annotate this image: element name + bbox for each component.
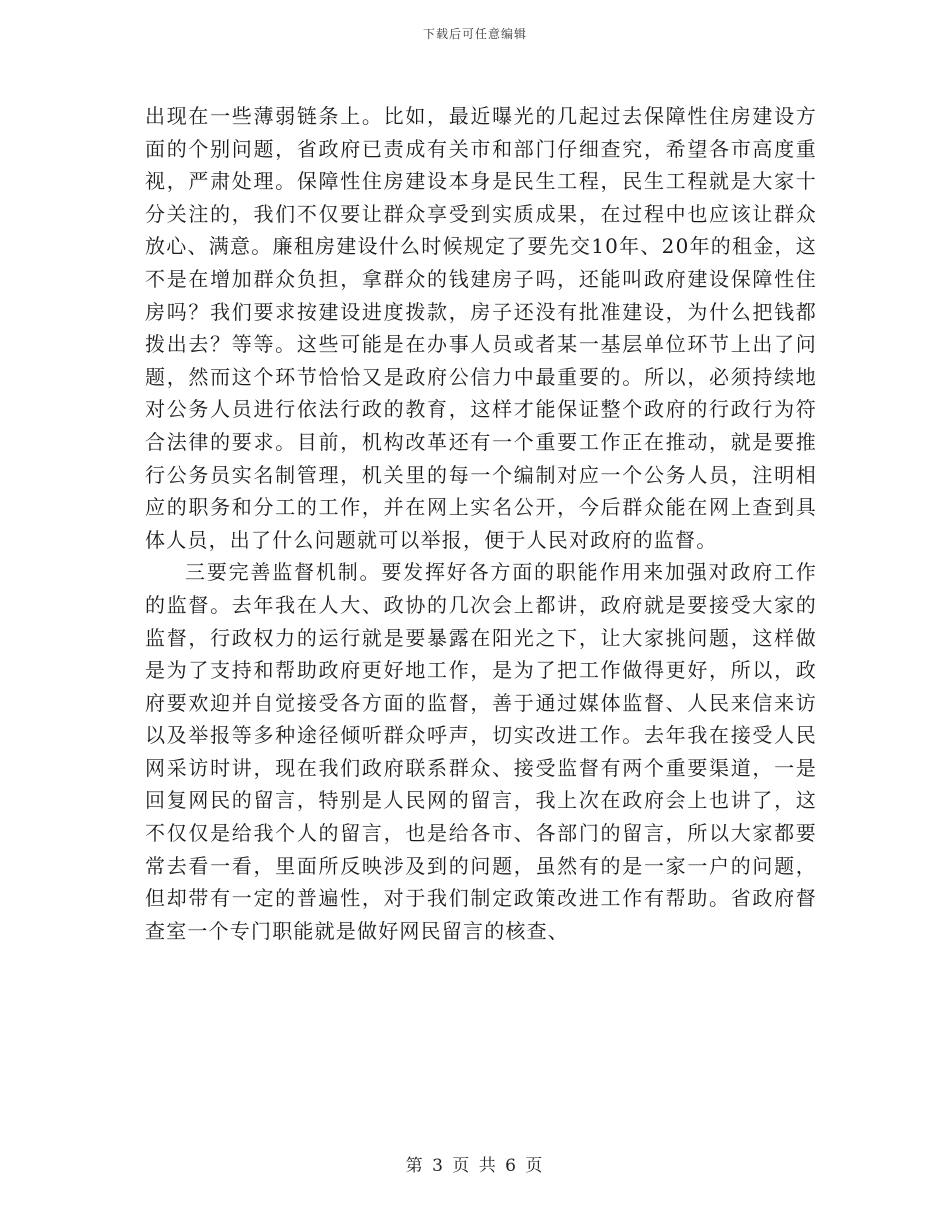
paragraph-continuation: 出现在一些薄弱链条上。比如，最近曝光的几起过去保障性住房建设方面的个别问题，省政府已责成有关市和部门仔细查究，希望各市高度重视，严肃处理。保障性住房建设本身是民生工程，民生工程就是大家十分关注的，我们不仅要让群众享受到实质成果，在过程中也应该让群众放心、满意。廉租房建设什么时候规定了要先交10年、20年的租金，这不是在增加群众负担，拿群众的钱建房子吗，还能叫政府建设保障性住房吗？我们要求按建设进度拨款，房子还没有批准建设，为什么把钱都拨出去？等等。这些可能是在办事人员或者某一基层单位环节上出了问题，然而这个环节恰恰又是政府公信力中最重要的。所以，必须持续地对公务人员进行依法行政的教育，这样才能保证整个政府的行政行为符合法律的要求。目前，机构改革还有一个重要工作正在推动，就是要推行公务员实名制管理，机关里的每一个编制对应一个公务人员，注明相应的职务和分工的工作，并在网上实名公开，今后群众能在网上查到具体人员，出了什么问题就可以举报，便于人民对政府的监督。 [145, 104, 817, 552]
document-body [145, 100, 817, 947]
paragraph-supervision-mechanism: 三要完善监督机制。要发挥好各方面的职能作用来加强对政府工作的监督。去年我在人大、政协的几次会上都讲，政府就是要接受大家的监督，行政权力的运行就是要暴露在阳光之下，让大家挑问题，这样做是为了支持和帮助政府更好地工作，是为了把工作做得更好，所以，政府要欢迎并自觉接受各方面的监督，善于通过媒体监督、人民来信来访以及举报等多种途径倾听群众呼声，切实改进工作。去年我在接受人民网采访时讲，现在我们政府联系群众、接受监督有两个重要渠道，一是回复网民的留言，特别是人民网的留言，我上次在政府会上也讲了，这不仅仅是给我个人的留言，也是给各市、各部门的留言，所以大家都要常去看一看，里面所反映涉及到的问题，虽然有的是一家一户的问题，但却带有一定的普遍性，对于我们制定政策改进工作有帮助。省政府督查室一个专门职能就是做好网民留言的核查、 [145, 560, 817, 943]
page-header: 下载后可任意编辑 [422, 27, 527, 41]
page-number-footer: 第 3 页 共 6 页 [405, 1156, 545, 1176]
